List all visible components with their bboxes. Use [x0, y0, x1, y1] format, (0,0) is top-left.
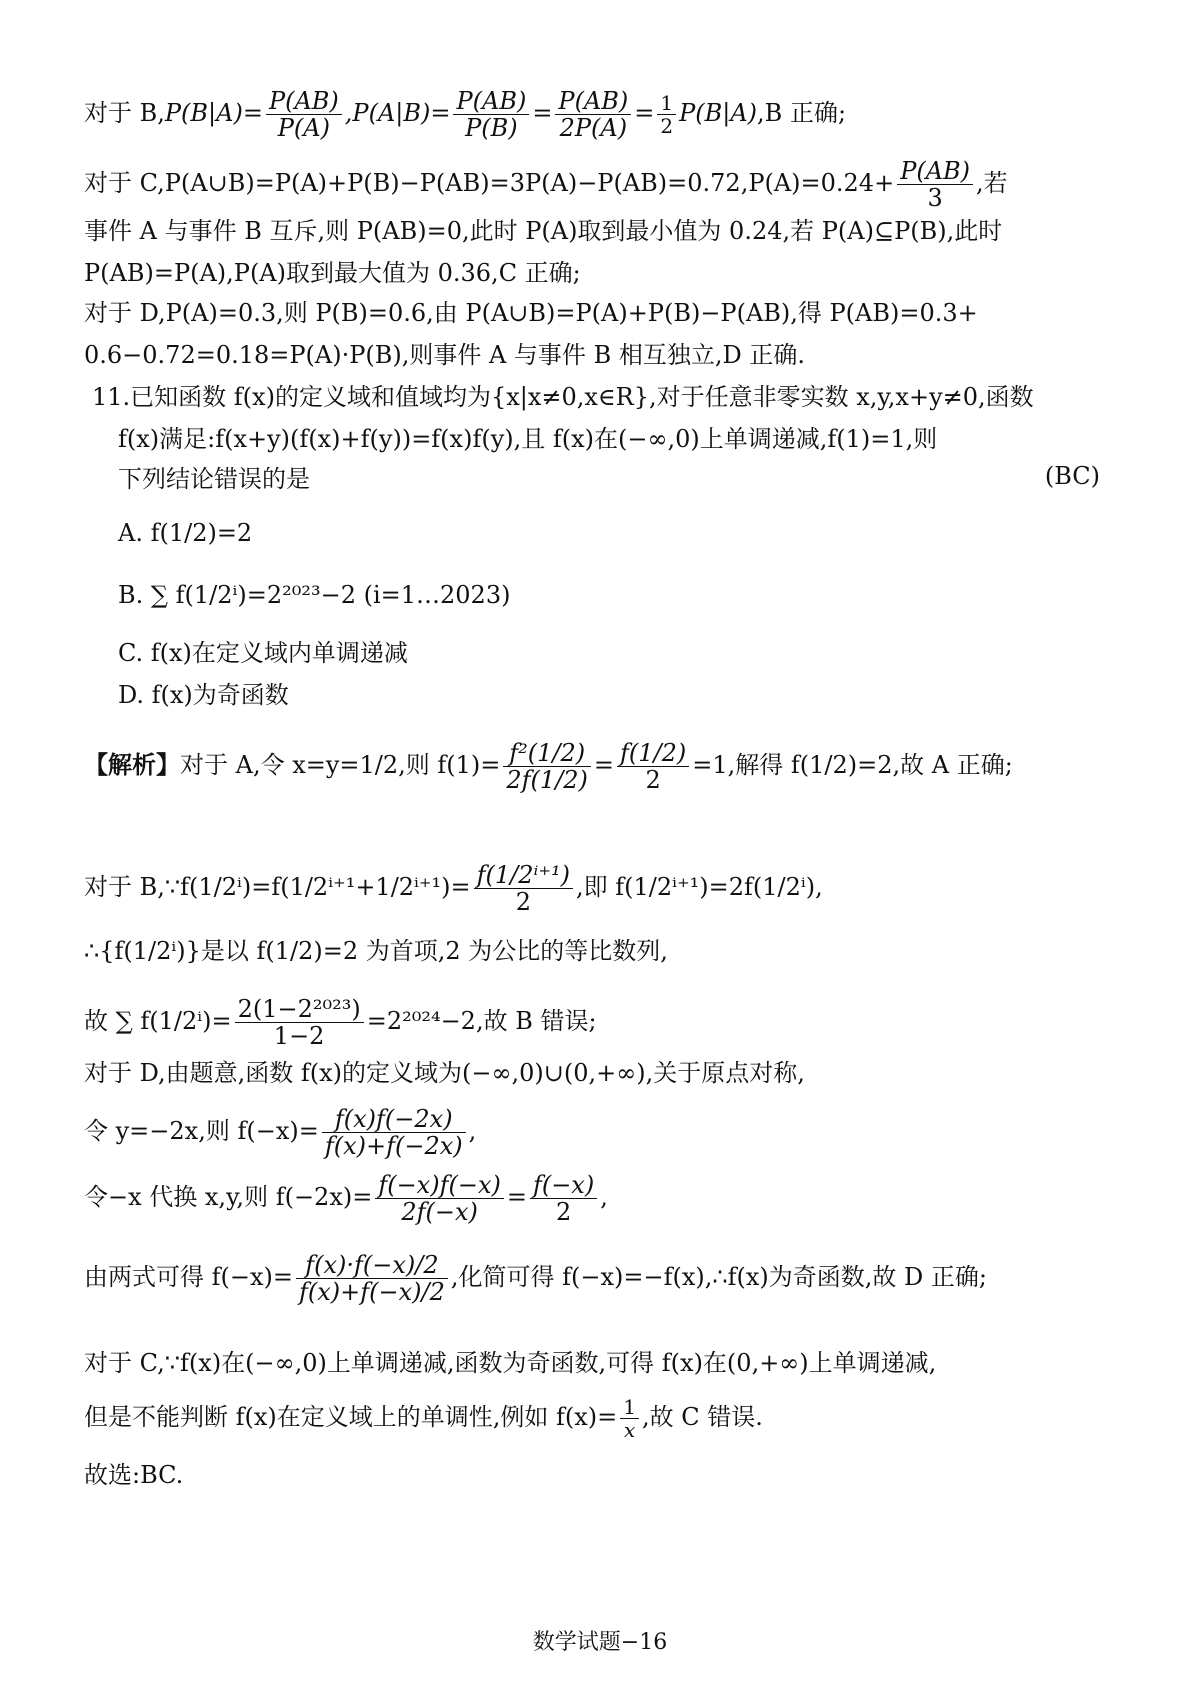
question-11-line-2: f(x)满足:f(x+y)(f(x)+f(y))=f(x)f(y),且 f(x)在(−∞,0)上单调递减,f(1)=1,则 [118, 425, 938, 453]
numerator: 1 [620, 1396, 639, 1419]
fraction [375, 1172, 504, 1225]
text: ,即 f(1/2ⁱ⁺¹)=2f(1/2ⁱ), [576, 873, 823, 901]
text: 对于 B, [84, 99, 165, 127]
numerator: f(−x) [530, 1172, 597, 1199]
fraction [503, 740, 591, 793]
line-d-1: 对于 D,P(A)=0.3,则 P(B)=0.6,由 P(A∪B)=P(A)+P(B)−P(AB),得 P(AB)=0.3+ [84, 299, 978, 327]
fraction [617, 740, 689, 793]
question-11-line-1: 11.已知函数 f(x)的定义域和值域均为{x|x≠0,x∈R},对于任意非零实数 x,y,x+y≠0,函数 [92, 383, 1034, 411]
numerator: P(AB) [266, 88, 342, 115]
text: 由两式可得 f(−x)= [84, 1263, 293, 1291]
solution-d-3 [84, 1172, 1124, 1225]
numerator: f(1/2ⁱ⁺¹) [474, 862, 573, 889]
denominator: 2 [645, 766, 661, 794]
fraction [296, 1252, 448, 1305]
text: P(B|A) [679, 99, 758, 127]
denominator: P(A) [277, 114, 330, 142]
denominator: 2 [555, 1198, 572, 1226]
solution-b-3 [84, 996, 1124, 1049]
text: = [506, 1183, 527, 1211]
line-b-conditional [84, 88, 1124, 141]
line-c-union [84, 158, 1124, 211]
text: 对于 C,P(A∪B)=P(A)+P(B)−P(AB)=3P(A)−P(AB)=0.72,P(A)=0.24+ [84, 169, 895, 197]
option-d: D. f(x)为奇函数 [118, 681, 289, 709]
text: , [600, 1183, 608, 1211]
text: =1,解得 f(1/2)=2,故 A 正确; [692, 751, 1013, 779]
text: = [634, 99, 655, 127]
option-a: A. f(1/2)=2 [118, 519, 253, 547]
denominator: 2f(1/2) [506, 766, 588, 794]
numerator: P(AB) [453, 88, 529, 115]
numerator: 2(1−2²⁰²³) [235, 996, 364, 1023]
numerator: f(−x)f(−x) [375, 1172, 504, 1199]
numerator: P(AB) [897, 158, 973, 185]
denominator: 2 [660, 114, 674, 138]
fraction [555, 88, 631, 141]
fraction [530, 1172, 597, 1225]
solution-b-2: ∴{f(1/2ⁱ)}是以 f(1/2)=2 为首项,2 为公比的等比数列, [84, 937, 668, 965]
answer-key: (BC) [1044, 462, 1100, 490]
question-11-line-3: 下列结论错误的是 [118, 465, 310, 493]
fraction [657, 92, 676, 137]
text: = [532, 99, 553, 127]
fraction [322, 1106, 466, 1159]
text: ,B 正确; [757, 99, 847, 127]
denominator: P(B) [465, 114, 518, 142]
numerator: f(x)f(−2x) [322, 1106, 466, 1133]
solution-c-2 [84, 1396, 1124, 1441]
solution-d-2 [84, 1106, 1124, 1159]
fraction [453, 88, 529, 141]
text: 对于 B,∵f(1/2ⁱ)=f(1/2ⁱ⁺¹+1/2ⁱ⁺¹)= [84, 873, 471, 901]
numerator: 1 [657, 92, 676, 115]
text: =2²⁰²⁴−2,故 B 错误; [366, 1007, 597, 1035]
text: 对于 A,令 x=y=1/2,则 f(1)= [180, 751, 501, 779]
fraction [620, 1396, 639, 1441]
line-c-mutex: 事件 A 与事件 B 互斥,则 P(AB)=0,此时 P(A)取到最小值为 0.24,若 P(A)⊆P(B),此时 [84, 217, 1003, 245]
text: , [468, 1117, 477, 1145]
solution-c-1: 对于 C,∵f(x)在(−∞,0)上单调递减,函数为奇函数,可得 f(x)在(0,+∞)上单调递减, [84, 1349, 937, 1377]
denominator: f(x)+f(−x)/2 [299, 1278, 445, 1306]
line-d-2: 0.6−0.72=0.18=P(A)·P(B),则事件 A 与事件 B 相互独立,D 正确. [84, 341, 805, 369]
fraction [266, 88, 342, 141]
solution-b-1 [84, 862, 1124, 915]
fraction [474, 862, 573, 915]
line-c-max: P(AB)=P(A),P(A)取到最大值为 0.36,C 正确; [84, 259, 581, 287]
text: ,故 C 错误. [642, 1403, 763, 1431]
solution-a: 【解析】对于 A,令 x=y=1/2,则 f(1)= $\frac{\text{f²(1/2)}}{2f(1/2)}$ = $\frac{f(1/2)}{2}$ =1,解得 f(1/2)=2,故 A 正确; [84, 739, 1013, 794]
text: ,若 [976, 169, 1008, 197]
denominator: f(x)+f(−2x) [324, 1132, 463, 1160]
solution-d-4 [84, 1252, 1124, 1305]
solution-d-1: 对于 D,由题意,函数 f(x)的定义域为(−∞,0)∪(0,+∞),关于原点对称, [84, 1059, 805, 1087]
denominator: 1−2 [273, 1022, 325, 1050]
numerator: f(x)·f(−x)/2 [296, 1252, 448, 1279]
denominator: 2P(A) [559, 114, 628, 142]
option-c: C. f(x)在定义域内单调递减 [118, 639, 408, 667]
numerator: f(1/2) [617, 740, 689, 767]
denominator: 2f(−x) [401, 1198, 478, 1226]
numerator: P(AB) [555, 88, 631, 115]
text: 令−x 代换 x,y,则 f(−2x)= [84, 1183, 373, 1211]
solution-label: 【解析】 [84, 750, 180, 779]
option-b: B. ∑ f(1/2ⁱ)=2²⁰²³−2 (i=1…2023) [118, 581, 511, 609]
text: 故 ∑ f(1/2ⁱ)= [84, 1007, 232, 1035]
text: 令 y=−2x,则 f(−x)= [84, 1117, 319, 1145]
denominator: 2 [515, 888, 531, 916]
text: 但是不能判断 f(x)在定义域上的单调性,例如 f(x)= [84, 1403, 618, 1431]
text: ,P(A|B)= [344, 99, 451, 127]
numerator: f²(1/2) [503, 740, 591, 767]
conclusion: 故选:BC. [84, 1461, 184, 1489]
text: P(B|A)= [164, 99, 263, 127]
text: ,化简可得 f(−x)=−f(x),∴f(x)为奇函数,故 D 正确; [450, 1263, 988, 1291]
denominator: 3 [927, 184, 943, 212]
denominator: x [624, 1418, 636, 1442]
fraction [235, 996, 364, 1049]
page-footer: 数学试题−16 [532, 1630, 668, 1655]
fraction [897, 158, 973, 211]
